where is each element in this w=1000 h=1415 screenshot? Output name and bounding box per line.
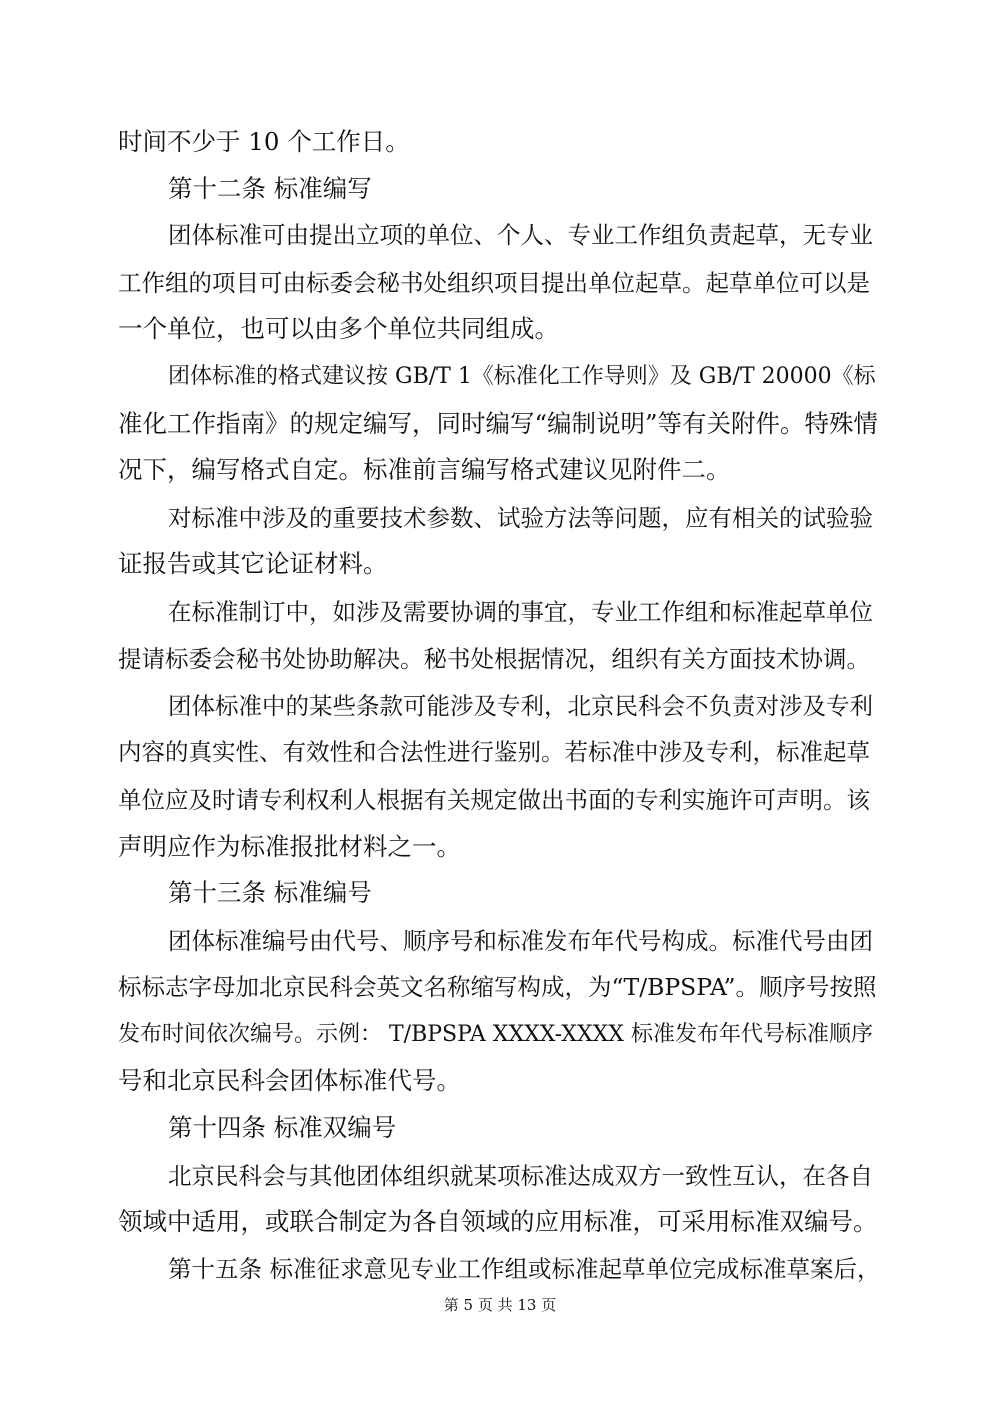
text-line: 发布时间依次编号。示例： T/BPSPA XXXX-XXXX 标准发布年代号标准顺序 — [118, 1022, 873, 1047]
page-number-footer: 第 5 页 共 13 页 — [443, 1296, 557, 1314]
text-line: 声明应作为标准报批材料之一。 — [118, 832, 461, 861]
article-heading-14: 第十四条 标准双编号 — [168, 1113, 397, 1142]
text-line: 团体标准中的某些条款可能涉及专利，北京民科会不负责对涉及专利 — [168, 692, 873, 720]
article-heading-15: 第十五条 标准征求意见专业工作组或标准起草单位完成标准草案后， — [168, 1255, 881, 1283]
text-line: 在标准制订中，如涉及需要协调的事宜，专业工作组和标准起草单位 — [168, 598, 873, 626]
text-line: 证报告或其它论证材料。 — [118, 549, 388, 578]
text-line: 团体标准可由提出立项的单位、个人、专业工作组负责起草，无专业 — [168, 221, 873, 249]
text-line: 准化工作指南》的规定编写，同时编写“编制说明”等有关附件。特殊情 — [118, 409, 879, 438]
text-line: 对标准中涉及的重要技术参数、试验方法等问题，应有相关的试验验 — [168, 504, 873, 532]
text-line: 领域中适用，或联合制定为各自领域的应用标准，可采用标准双编号。 — [118, 1207, 878, 1236]
text-line: 工作组的项目可由标委会秘书处组织项目提出单位起草。起草单位可以是 — [118, 269, 870, 297]
text-line: 团体标准编号由代号、顺序号和标准发布年代号构成。标准代号由团 — [168, 927, 873, 955]
text-line: 提请标委会秘书处协助解决。秘书处根据情况，组织有关方面技术协调。 — [118, 645, 870, 673]
text-line: 号和北京民科会团体标准代号。 — [118, 1066, 461, 1095]
text-line: 单位应及时请专利权利人根据有关规定做出书面的专利实施许可声明。该 — [118, 786, 870, 814]
text-line: 内容的真实性、有效性和合法性进行鉴别。若标准中涉及专利，标准起草 — [118, 738, 870, 766]
text-line: 团体标准的格式建议按 GB/T 1《标准化工作导则》及 GB/T 20000《标 — [168, 364, 876, 389]
article-heading-13: 第十三条 标准编号 — [168, 878, 372, 907]
text-line: 况下，编写格式自定。标准前言编写格式建议见附件二。 — [118, 455, 731, 484]
text-line: 标标志字母加北京民科会英文名称缩写构成，为“T/BPSPA”。顺序号按照 — [118, 973, 877, 1001]
text-line: 北京民科会与其他团体组织就某项标准达成双方一致性互认，在各自 — [168, 1162, 873, 1190]
text-line: 一个单位，也可以由多个单位共同组成。 — [118, 314, 559, 343]
text-line: 时间不少于 10 个工作日。 — [118, 127, 410, 156]
article-heading-12: 第十二条 标准编写 — [168, 174, 372, 203]
